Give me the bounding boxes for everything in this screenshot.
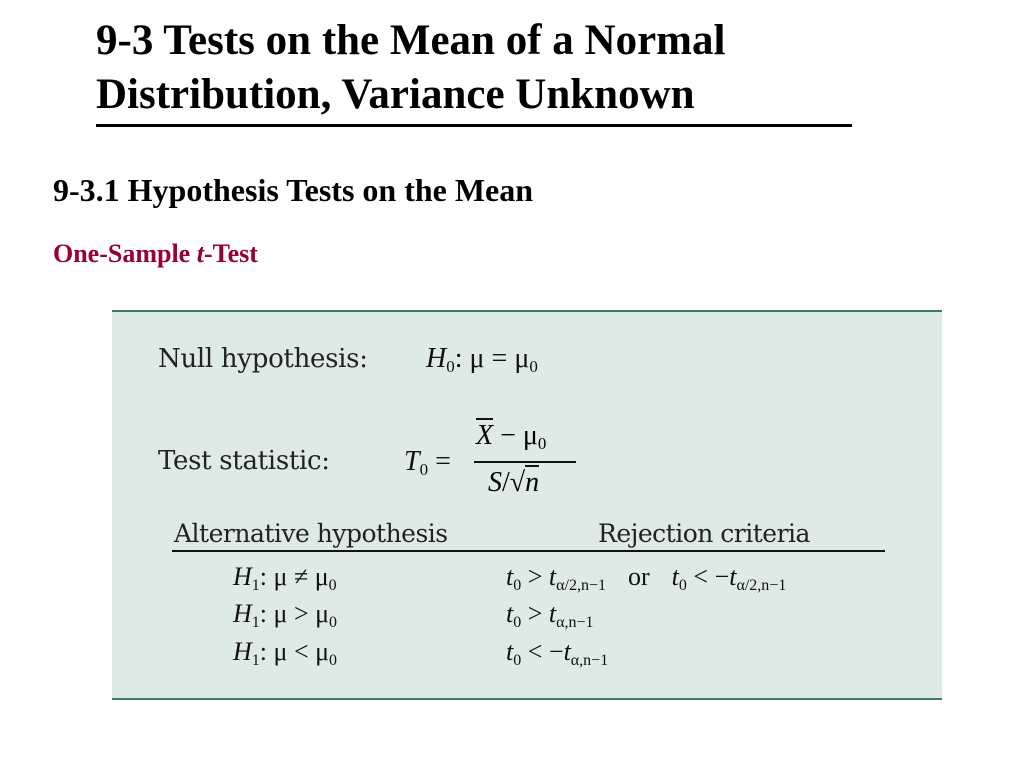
row-1-rel-sub: 0 [328,577,337,594]
row-2-h-sub: 1 [251,614,260,631]
row-1-t0: t [506,562,514,591]
slide-title [96,14,725,122]
denom-n: n [525,467,540,498]
column-alternative-hypothesis: Alternative hypothesis [174,519,448,548]
title-underline [96,124,852,127]
table-header-rule [172,550,885,552]
row-2-t0-sub: 0 [513,614,522,631]
denom-slash-sqrt: /√ [502,467,526,498]
row-2-rel: : μ > μ [259,599,330,628]
test-statistic-lhs [404,446,451,480]
row-2-t0: t [506,599,514,628]
row-3-rejection [506,637,608,670]
stat-t-sub: 0 [419,460,429,479]
fraction-numerator [476,420,546,454]
numerator-sub: 0 [537,434,547,453]
row-3-alternative [233,637,337,670]
null-h: H [426,343,447,374]
row-3-rel: : μ < μ [259,637,330,666]
row-2-ta-sub: α,n−1 [556,614,594,631]
row-1-ta: t [548,562,557,591]
row-3-ta: t [563,637,571,666]
row-1-t0b-sub: 0 [678,577,687,594]
row-2-alternative [233,599,337,632]
row-1-rel: : μ ≠ μ [259,562,329,591]
row-1-ta-sub: α/2,n−1 [556,577,606,594]
row-1-alternative [233,562,337,595]
row-3-t0-sub: 0 [513,652,522,669]
row-1-or: or [628,562,650,591]
test-statistic-label: Test statistic: [158,446,330,476]
row-2-rel-sub: 0 [329,614,338,631]
row-1-h-sub: 1 [251,577,260,594]
row-3-rel-sub: 0 [329,652,338,669]
section-heading: 9-3.1 Hypothesis Tests on the Mean [53,172,534,208]
row-1-tb-sub: α/2,n−1 [736,577,787,594]
null-rest-sub: 0 [529,357,538,376]
subsection-prefix: One-Sample [53,239,197,268]
null-rest: : μ = μ [454,343,530,374]
subsection-heading [53,239,258,269]
numerator-rest: − μ [493,420,538,451]
row-1-h: H [233,562,252,591]
subsection-suffix: -Test [203,239,258,268]
title-line-1: 9-3 Tests on the Mean of a Normal [96,17,726,64]
row-1-tb: t [729,562,737,591]
row-3-h-sub: 1 [251,652,260,669]
row-1-rel-a: > [521,562,549,591]
row-1-t0-sub: 0 [513,577,522,594]
x-bar: X [476,420,494,451]
stat-t: T [404,446,420,477]
row-2-rel-a: > [521,599,549,628]
subsection-t: t [196,239,204,268]
row-2-h: H [233,599,252,628]
row-1-rel-b: < − [686,562,730,591]
row-2-rejection [506,599,594,632]
row-2-ta: t [548,599,557,628]
row-1-rejection [506,562,786,595]
fraction-denominator [488,467,539,499]
row-3-rel-a: < − [521,637,564,666]
row-3-ta-sub: α,n−1 [570,652,609,669]
null-h-sub: 0 [446,357,455,376]
row-3-t0: t [506,637,514,666]
row-1-t0b: t [671,562,679,591]
stat-equals: = [428,446,451,477]
null-hypothesis-label: Null hypothesis: [158,344,368,374]
fraction-bar [474,461,576,463]
column-rejection-criteria: Rejection criteria [598,519,810,548]
denom-s: S [488,467,502,498]
null-hypothesis-formula [426,343,538,377]
row-3-h: H [233,637,252,666]
title-line-2: Distribution, Variance Unknown [96,71,695,118]
